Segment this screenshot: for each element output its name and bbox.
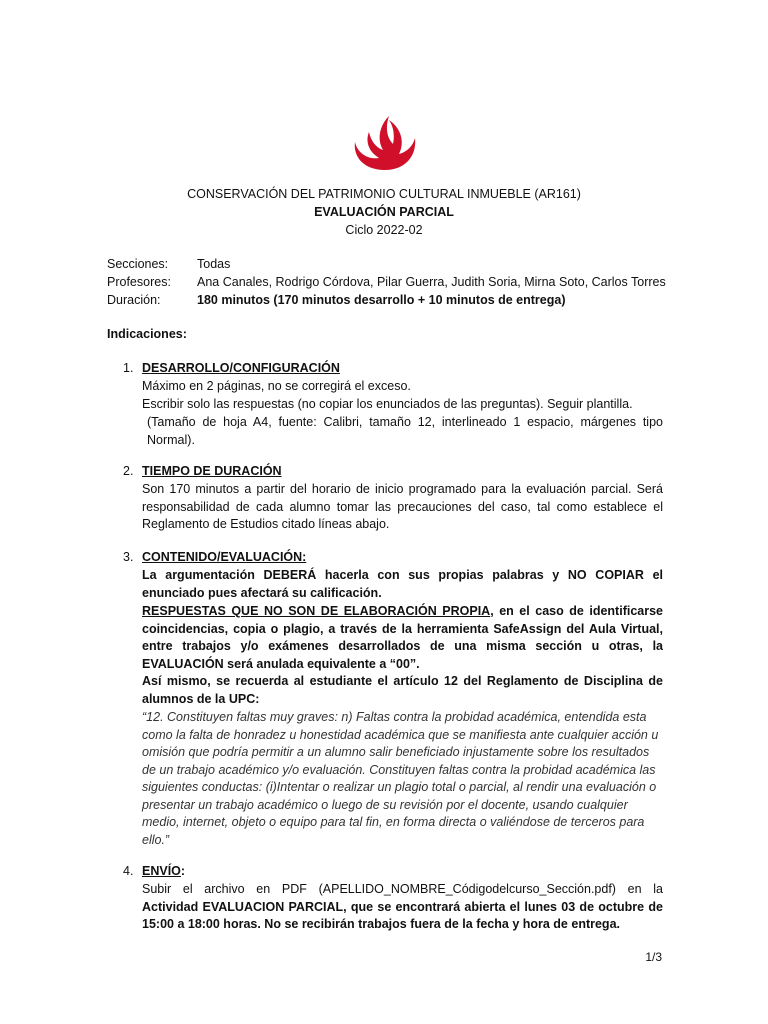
section-3-title: CONTENIDO/EVALUACIÓN: [142, 550, 307, 564]
section-4-activity: Actividad EVALUACION PARCIAL [142, 899, 344, 914]
section-4-text-e: . No se recibirán trabajos fuera de la fecha y hora de entrega. [257, 917, 620, 931]
section-1-line-3: (Tamaño de hoja A4, fuente: Calibri, tamaño 12, interlineado 1 espacio, márgenes tipo Normal). [147, 415, 663, 447]
course-title: CONSERVACIÓN DEL PATRIMONIO CULTURAL INMUEBLE (AR161) [187, 187, 581, 201]
section-3-quote: “12. Constituyen faltas muy graves: n) Faltas contra la probidad académica, entendida esta como la falta de honradez u honestidad académica que se manifiesta ante cualquier acción u omisión que podría permitir a un alumno salir beneficiado injustamente sobre los resultados de un trabajo académico y/o evaluación. Constituyen faltas contra la probidad académica las siguientes conductas: (i)Intentar o realizar un plagio total o parcial, al rendir una evaluación o presentar un trabajo académico o luego de su revisión por el docente, usando cualquier medio, internet, objeto o equipo para tal fin, en forma directa o valiéndose de terceros para ello.” [142, 710, 659, 847]
section-4-number: 4. [123, 864, 134, 878]
section-3-paragraph-1: La argumentación DEBERÁ hacerla con sus propias palabras y NO COPIAR el enunciado pues afectará su calificación. [142, 568, 663, 600]
cycle-label: Ciclo 2022-02 [345, 223, 423, 237]
section-2-number: 2. [123, 464, 134, 478]
section-4 [123, 863, 663, 943]
section-2-body: Son 170 minutos a partir del horario de inicio programado para la evaluación parcial. Será responsabilidad de cada alumno tomar las precauciones del caso, tal como establece el Reglamento de Estudios citado líneas abajo. [142, 482, 663, 531]
exam-title: EVALUACIÓN PARCIAL [314, 205, 454, 219]
section-2-title: TIEMPO DE DURACIÓN [142, 464, 282, 478]
duration-value: 180 minutos (170 minutos desarrollo + 10 minutos de entrega) [197, 293, 566, 307]
section-3-paragraph-2 [142, 603, 663, 673]
section-3-paragraph-2-rest: , en el caso de identificarse coincidencias, copia o plagio, a través de la herramienta SafeAssign del Aula Virtual, entre trabajos y/o exámenes desarrollados de una misma sección u otras, la EVALUACIÓN será anulada equivalente a “00”. [142, 604, 663, 671]
meta-professors [107, 274, 687, 292]
section-2 [123, 463, 663, 543]
section-1-line-2: Escribir solo las respuestas (no copiar los enunciados de las preguntas). Seguir plantilla. [142, 397, 633, 411]
section-4-date: 03 de octubre de 15:00 a 18:00 horas [142, 899, 663, 931]
section-4-text-c: , que se encontrará abierta el lunes [343, 899, 562, 914]
section-1-number: 1. [123, 361, 134, 375]
meta-duration [107, 292, 687, 310]
page-number: 1/3 [645, 950, 662, 964]
meta-sections [107, 256, 687, 274]
section-4-title-suffix: : [180, 864, 186, 878]
section-3 [123, 549, 663, 849]
section-3-number: 3. [123, 550, 134, 564]
section-1-line-1: Máximo en 2 páginas, no se corregirá el exceso. [142, 379, 411, 393]
section-4-text-a: Subir el archivo en PDF (APELLIDO_NOMBRE_Códigodelcurso_Sección.pdf) en la [142, 882, 663, 896]
duration-label: Duración: [107, 293, 161, 307]
professors-label: Profesores: [107, 275, 171, 289]
university-logo-icon [349, 112, 421, 172]
section-3-paragraph-3: Así mismo, se recuerda al estudiante el artículo 12 del Reglamento de Disciplina de alumnos de la UPC: [142, 674, 663, 706]
indicaciones-heading: Indicaciones: [107, 327, 187, 341]
section-4-body [142, 881, 663, 934]
section-3-warning: RESPUESTAS QUE NO SON DE ELABORACIÓN PROPIA [142, 604, 491, 618]
section-4-title: ENVÍO [142, 864, 181, 878]
professors-value: Ana Canales, Rodrigo Córdova, Pilar Guerra, Judith Soria, Mirna Soto, Carlos Torres [197, 275, 666, 289]
section-4-heading [142, 863, 185, 881]
sections-value: Todas [197, 257, 231, 271]
section-1 [123, 360, 663, 450]
section-1-title: DESARROLLO/CONFIGURACIÓN [142, 361, 340, 375]
sections-label: Secciones: [107, 257, 169, 271]
